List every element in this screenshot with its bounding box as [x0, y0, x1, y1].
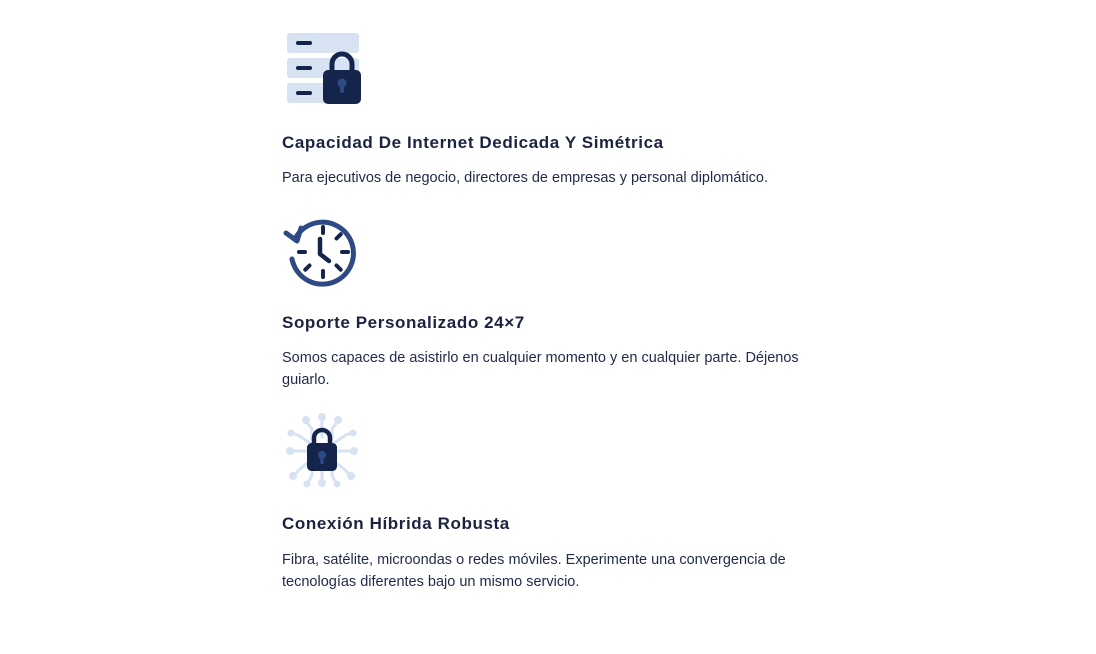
clock-history-icon: [282, 211, 362, 291]
server-lock-icon: [284, 30, 364, 110]
feature-support-24x7: [282, 211, 842, 391]
network-lock-icon: [282, 411, 362, 491]
feature-description: Somos capaces de asistirlo en cualquier momento y en cualquier parte. Déjenos guiarlo.: [282, 350, 799, 388]
feature-hybrid-connection: [282, 411, 842, 593]
feature-description: Fibra, satélite, microondas o redes móviles. Experimente una convergencia de tecnologías diferentes bajo un mismo servicio.: [282, 552, 786, 590]
feature-dedicated-internet: [282, 30, 842, 189]
feature-title: Soporte Personalizado 24×7: [282, 313, 525, 332]
features-list: [282, 30, 842, 593]
feature-title: Capacidad De Internet Dedicada Y Simétrica: [282, 133, 664, 152]
feature-description: Para ejecutivos de negocio, directores de empresas y personal diplomático.: [282, 170, 769, 186]
feature-title: Conexión Híbrida Robusta: [282, 514, 510, 533]
